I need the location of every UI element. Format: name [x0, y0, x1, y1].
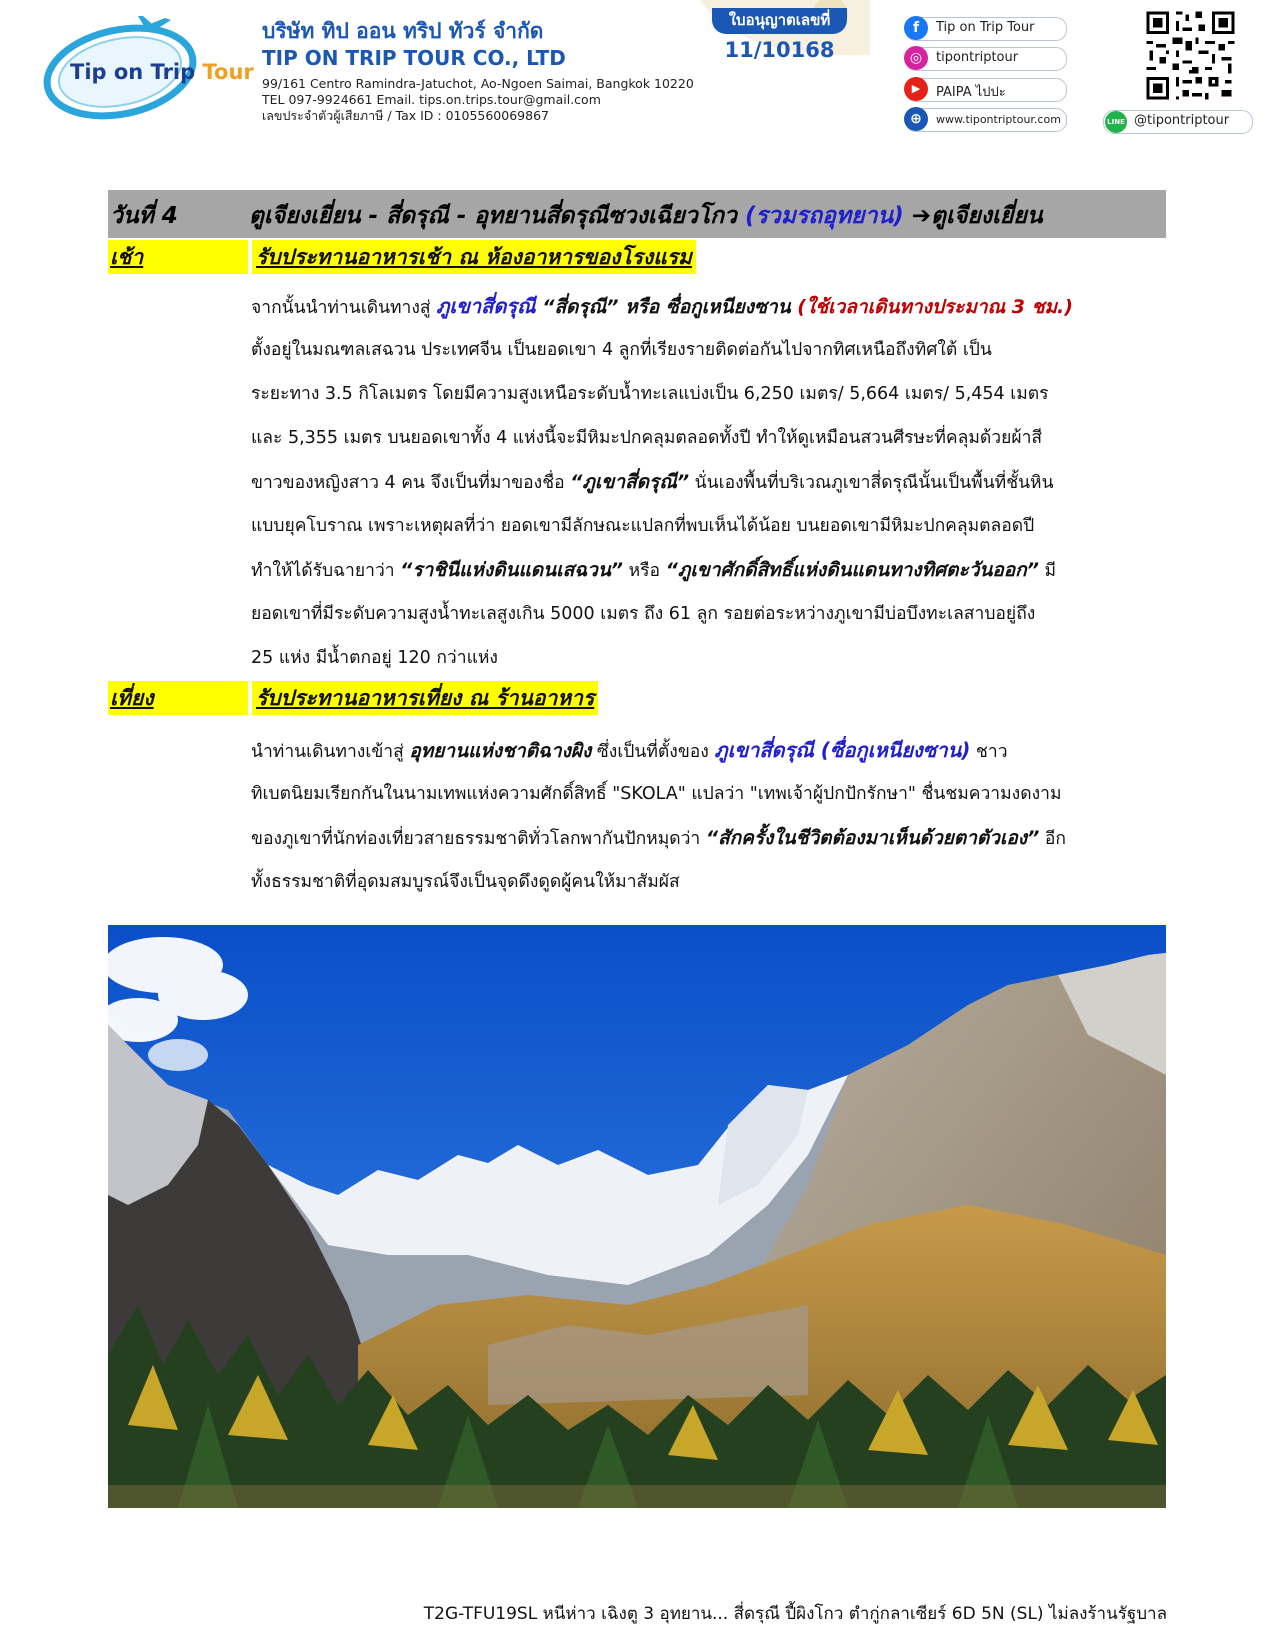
facebook-link[interactable]: f Tip on Trip Tour — [905, 17, 1067, 41]
line-icon: LINE — [1105, 111, 1127, 133]
text-line: ทำให้ได้รับฉายาว่า “ราชินีแห่งดินแดนเสฉวน” หรือ “ภูเขาศักดิ์สิทธิ์แห่งดินแดนทางทิศตะวันออก” มี — [251, 559, 1057, 581]
company-name-english: TIP ON TRIP TOUR CO., LTD — [262, 46, 566, 70]
company-logo — [40, 10, 254, 120]
text-line: ของภูเขาที่นักท่องเที่ยวสายธรรมชาติทั่วโลกพากันปักหมุดว่า “สักครั้งในชีวิตต้องมาเห็นด้วยตาตัวเอง” อีก — [251, 827, 1066, 849]
text-line: จากนั้นนำท่านเดินทางสู่ ภูเขาสี่ดรุณี “สี่ดรุณี” หรือ ซื่อกูเหนียงซาน (ใช้เวลาเดินทางประมาณ 3 ชม.) — [251, 294, 1073, 318]
globe-icon: ⊕ — [904, 107, 928, 131]
text-line: และ 5,355 เมตร บนยอดเขาทั้ง 4 แห่งนี้จะมีหิมะปกคลุมตลอดทั้งปี ทำให้ดูเหมือนสวนศีรษะที่คลุมด้วยผ้าสี — [251, 428, 1043, 448]
text-line: ระยะทาง 3.5 กิโลเมตร โดยมีความสูงเหนือระดับน้ำทะเลแบ่งเป็น 6,250 เมตร/ 5,664 เมตร/ 5,454 เมตร — [251, 384, 1049, 404]
company-name-thai: บริษัท ทิป ออน ทริป ทัวร์ จำกัด — [262, 19, 544, 43]
text-line: ขาวของหญิงสาว 4 คน จึงเป็นที่มาของชื่อ “ภูเขาสี่ดรุณี” นั่นเองพื้นที่บริเวณภูเขาสี่ดรุณีนั้นเป็นพื้นที่ชั้นหิน — [251, 471, 1054, 493]
text-line: ทั้งธรรมชาติที่อุดมสมบูรณ์จึงเป็นจุดดึงดูดผู้คนให้มาสัมผัส — [251, 872, 680, 892]
breakfast-label: เช้า — [108, 240, 248, 274]
text-line: ยอดเขาที่มีระดับความสูงน้ำทะเลสูงเกิน 5000 เมตร ถึง 61 ลูก รอยต่อระหว่างภูเขามีบ่อบึงทะเลสาบอยู่ถึง — [251, 604, 1036, 624]
park-description-paragraph — [251, 728, 1166, 904]
text-line: 25 แห่ง มีน้ำตกอยู่ 120 กว่าแห่ง — [251, 648, 498, 668]
text-line: แบบยุคโบราณ เพราะเหตุผลที่ว่า ยอดเขามีลักษณะแปลกที่พบเห็นได้น้อย บนยอดเขามีหิมะปกคลุมตลอดปี — [251, 516, 1035, 536]
snowy-mountain-landscape-image — [108, 925, 1166, 1508]
lunch-description: รับประทานอาหารเที่ยง ณ ร้านอาหาร — [252, 681, 598, 715]
company-address: 99/161 Centro Ramindra-Jatuchot, Ao-Ngoen Saimai, Bangkok 10220 — [262, 76, 694, 91]
day-route-title: ตูเจียงเยี่ยน - สี่ดรุณี - อุทยานสี่ดรุณีซวงเฉียวโกว (รวมรถอุทยาน) ➔ตูเจียงเยี่ยน — [249, 203, 1043, 229]
day-number: วันที่ 4 — [110, 203, 178, 229]
instagram-icon: ◎ — [904, 46, 928, 70]
day-header-bar — [108, 190, 1166, 238]
company-tax-id: เลขประจำตัวผู้เสียภาษี / Tax ID : 0105560069867 — [262, 108, 549, 123]
company-info — [262, 18, 694, 124]
company-contact: TEL 097-9924661 Email. tips.on.trips.tour@gmail.com — [262, 92, 601, 107]
mountain-photo — [108, 925, 1166, 1508]
facebook-icon: f — [904, 16, 928, 40]
qr-code[interactable] — [1143, 8, 1238, 103]
website-link[interactable]: ⊕ www.tipontriptour.com — [905, 108, 1067, 132]
breakfast-description: รับประทานอาหารเช้า ณ ห้องอาหารของโรงแรม — [252, 240, 696, 274]
right-arrow-icon: ➔ — [903, 203, 932, 229]
text-line: นำท่านเดินทางเข้าสู่ อุทยานแห่งชาติฉางผิง ซึ่งเป็นที่ตั้งของ ภูเขาสี่ดรุณี (ซื่อกูเหนียงซาน) ชาว — [251, 738, 1008, 762]
youtube-link[interactable]: ▶ PAIPA ไปปะ — [905, 78, 1067, 102]
instagram-link[interactable]: ◎ tipontriptour — [905, 47, 1067, 71]
line-link[interactable]: LINE @tipontriptour — [1103, 110, 1253, 134]
day-description-paragraph — [251, 284, 1166, 680]
license-label: ใบอนุญาตเลขที่ — [712, 8, 847, 34]
document-footer: T2G-TFU19SL หนีห่าว เฉิงตู 3 อุทยาน... สี่ดรุณี ปี้ผิงโกว ตำกู่กลาเซียร์ 6D 5N (SL) ไม่ลงร้านรัฐบาล — [423, 1604, 1167, 1624]
youtube-icon: ▶ — [904, 77, 928, 101]
text-line: ทิเบตนิยมเรียกกันในนามเทพแห่งความศักดิ์สิทธิ์ "SKOLA" แปลว่า "เทพเจ้าผู้ปกปักรักษา" ชื่นชมความงดงาม — [251, 784, 1062, 804]
logo-wordmark: Tip on Trip Tour — [70, 60, 254, 84]
text-line: ตั้งอยู่ในมณฑลเสฉวน ประเทศจีน เป็นยอดเขา 4 ลูกที่เรียงรายติดต่อกันไปจากทิศเหนือถึงทิศใต้ เป็น — [251, 340, 992, 360]
letterhead — [0, 0, 1275, 140]
license-number: 11/10168 — [724, 38, 835, 62]
lunch-label: เที่ยง — [108, 681, 248, 715]
